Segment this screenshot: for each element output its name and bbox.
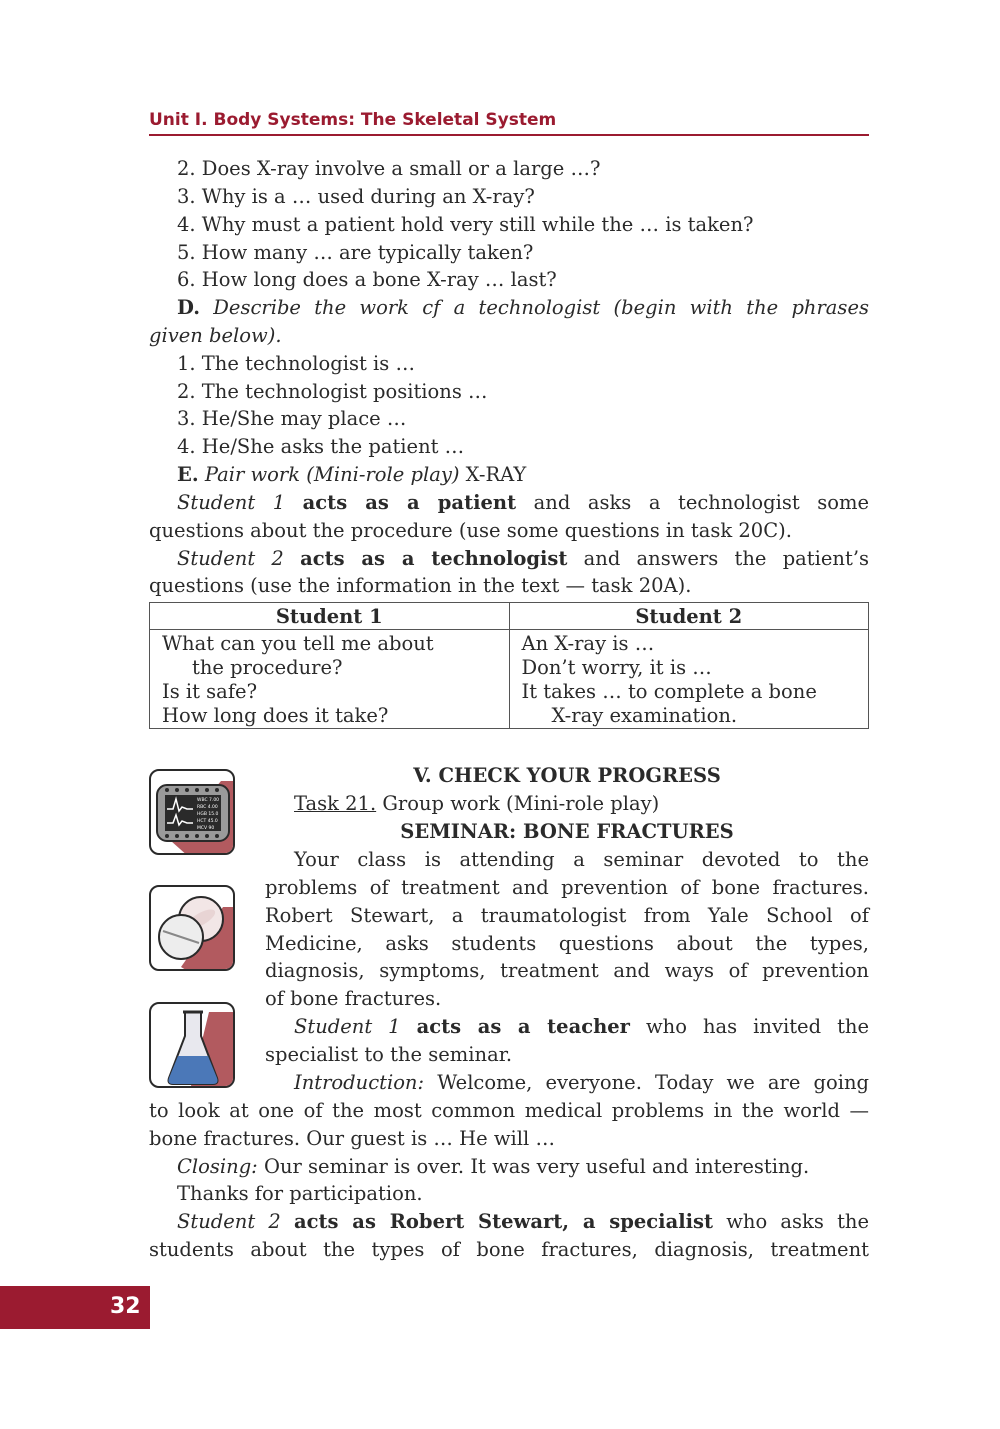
student-label: Student 2 [177, 1210, 281, 1233]
table-header-student1: Student 1 [150, 603, 510, 630]
monitor-readout: RBC 4.00 [197, 805, 218, 810]
intro-line: of bone fractures. [265, 987, 442, 1010]
task-e-student2-line2: questions (use the information in the text — task 20A). [149, 574, 692, 597]
role-text: acts as a patient [302, 491, 517, 514]
phrase: What can you tell me about [162, 632, 434, 655]
phrase: How long does it take? [162, 704, 389, 727]
task-d-instruction-line2: given below). [149, 324, 282, 347]
page-number: 32 [110, 1294, 141, 1319]
task-e-title [177, 461, 526, 489]
header-rule [149, 134, 869, 136]
task-e-student1-line1 [177, 489, 869, 517]
phrase: the procedure? [192, 656, 343, 679]
role-text: acts as a teacher [416, 1015, 630, 1038]
task-d-item: 2. The technologist positions … [177, 380, 488, 403]
role-text: acts as Robert Stewart, a specialist [294, 1210, 713, 1233]
seminar-student1-line2: specialist to the seminar. [265, 1043, 513, 1066]
closing-line2: Thanks for participation. [177, 1182, 423, 1205]
line-rest: who asks the [726, 1210, 870, 1233]
monitor-readout: WBC 7.00 [197, 798, 220, 803]
question-item: 5. How many … are typically taken? [177, 241, 534, 264]
task-e-student2-line1 [177, 545, 869, 573]
seminar-title: SEMINAR: BONE FRACTURES [400, 820, 734, 843]
role-text: acts as a technologist [300, 547, 568, 570]
intro-line: problems of treatment and prevention of bone fractures. [265, 876, 869, 899]
task-d-item: 4. He/She asks the patient … [177, 435, 465, 458]
intro-line: Medicine, asks students questions about the types, [265, 932, 869, 955]
line-rest: Our seminar is over. It was very useful and interesting. [263, 1155, 810, 1178]
task-d-instruction [177, 294, 869, 322]
task-d-instruction-line1: Describe the work cf a technologist (begin with the phrases [213, 296, 869, 319]
seminar-student2-line2: students about the types of bone fractures, diagnosis, treatment [149, 1238, 869, 1261]
task-e-title-rest: X-RAY [465, 463, 527, 486]
phrase: X-ray examination. [551, 704, 738, 727]
task-d-item: 3. He/She may place … [177, 407, 407, 430]
pills-icon [149, 885, 235, 971]
line-rest: Welcome, everyone. Today we are going [437, 1071, 869, 1094]
task-e-title-italic: Pair work (Mini-role play) [204, 463, 460, 486]
running-title: Unit I. Body Systems: The Skeletal System [149, 110, 557, 130]
introduction-line2: to look at one of the most common medical problems in the world — [149, 1099, 869, 1122]
section-heading: V. CHECK YOUR PROGRESS [413, 764, 721, 787]
monitor-icon [149, 769, 235, 855]
student-label: Student 1 [177, 491, 286, 514]
monitor-readout: HCT 45.0 [197, 819, 218, 824]
table-header-student2: Student 2 [509, 603, 869, 630]
task-e-student1-line2: questions about the procedure (use some questions in task 20C). [149, 519, 792, 542]
line-rest: who has invited the [645, 1015, 870, 1038]
task-d-item: 1. The technologist is … [177, 352, 415, 375]
student-label: Student 1 [294, 1015, 401, 1038]
intro-line: Robert Stewart, a traumatologist from Yale School of [265, 904, 869, 927]
phrase: Don’t worry, it is … [521, 656, 712, 679]
student-label: Student 2 [177, 547, 284, 570]
monitor-readout: MCV 90 [197, 826, 215, 831]
monitor-readout: HGB 15.0 [197, 812, 219, 817]
flask-icon [149, 1002, 235, 1088]
phrase: An X-ray is … [521, 632, 655, 655]
question-item: 6. How long does a bone X-ray … last? [177, 268, 557, 291]
table-header-row [150, 603, 869, 630]
introduction-line3: bone fractures. Our guest is … He will … [149, 1127, 555, 1150]
introduction-line1 [294, 1069, 869, 1097]
introduction-label: Introduction: [294, 1071, 425, 1094]
question-item: 3. Why is a … used during an X-ray? [177, 185, 535, 208]
role-play-table [149, 602, 869, 729]
seminar-student1-line1 [294, 1013, 869, 1041]
page-number-tab [0, 1286, 150, 1329]
task-label: Task 21. [294, 792, 377, 815]
task-description: Group work (Mini-role play) [382, 792, 660, 815]
task-21-title [294, 790, 659, 818]
table-row [150, 630, 869, 729]
table-cell-student2 [509, 630, 869, 729]
task-e-letter: E. [177, 463, 199, 486]
intro-line: Your class is attending a seminar devoted to the [294, 848, 869, 871]
table-cell-student1 [150, 630, 510, 729]
closing-line1 [177, 1153, 809, 1181]
intro-line: diagnosis, symptoms, treatment and ways of prevention [265, 959, 869, 982]
line-rest: and asks a technologist some [533, 491, 870, 514]
line-rest: and answers the patient’s [583, 547, 870, 570]
question-item: 4. Why must a patient hold very still while the … is taken? [177, 213, 754, 236]
closing-label: Closing: [177, 1155, 258, 1178]
phrase: Is it safe? [162, 680, 258, 703]
phrase: It takes … to complete a bone [521, 680, 817, 703]
question-item: 2. Does X-ray involve a small or a large …? [177, 157, 601, 180]
seminar-student2-line1 [177, 1208, 869, 1236]
task-d-letter: D. [177, 296, 201, 319]
